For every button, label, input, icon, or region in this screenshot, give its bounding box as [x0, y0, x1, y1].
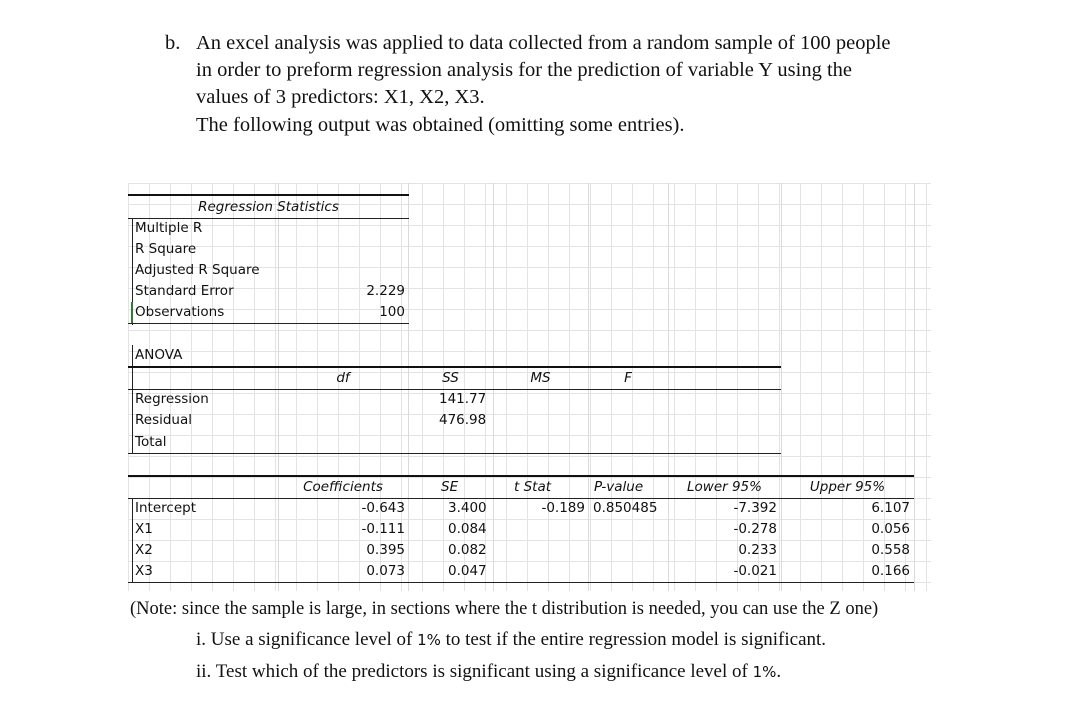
stat-label-r-square: R Square	[135, 241, 197, 257]
coef-header-coefficients: Coefficients	[303, 479, 383, 495]
anova-row-total: Total	[135, 434, 167, 450]
question-line-1: An excel analysis was applied to data collected from a random sample of 100 people	[196, 32, 891, 54]
lower-x3-value: -0.021	[733, 563, 777, 579]
coef-row-intercept: Intercept	[135, 500, 196, 516]
question-line-4: The following output was obtained (omitting some entries).	[196, 114, 685, 136]
upper-x2-value: 0.558	[871, 542, 910, 558]
anova-ss-regression: 141.77	[439, 391, 487, 407]
coef-row-x1: X1	[135, 521, 153, 537]
anova-header-ss: SS	[442, 370, 459, 386]
coef-row-x2: X2	[135, 542, 153, 558]
stat-value-r-square	[278, 239, 405, 260]
sub-question-ii-text-a: Test which of the predictors is significant using a significance level of	[215, 661, 753, 682]
anova-ss-residual: 476.98	[439, 412, 487, 428]
anova-header-df: df	[336, 370, 350, 386]
anova-title: ANOVA	[135, 347, 183, 363]
coef-intercept-value: -0.643	[361, 500, 405, 516]
sub-question-ii-label: ii.	[196, 661, 212, 682]
coef-x1-value: -0.111	[361, 521, 405, 537]
sub-question-ii	[196, 661, 781, 683]
stat-value-adjusted-r-square	[278, 260, 405, 281]
stat-label-adjusted-r-square: Adjusted R Square	[135, 262, 260, 278]
anova-header-ms: MS	[530, 370, 551, 386]
coef-header-lower-95: Lower 95%	[687, 479, 762, 495]
upper-x1-value: 0.056	[871, 521, 910, 537]
coef-header-se: SE	[441, 479, 459, 495]
upper-intercept-value: 6.107	[871, 500, 910, 516]
se-x3-value: 0.047	[448, 563, 487, 579]
p-intercept-value: 0.850485	[593, 500, 658, 516]
anova-row-regression: Regression	[135, 391, 209, 407]
sub-question-i-text-a: Use a significance level of	[210, 629, 418, 650]
lower-x1-value: -0.278	[733, 521, 777, 537]
coef-header-t-stat: t Stat	[514, 479, 552, 495]
coef-header-upper-95: Upper 95%	[809, 479, 886, 495]
regression-statistics-title: Regression Statistics	[198, 199, 339, 215]
sub-question-ii-text-b: .	[776, 661, 782, 682]
lower-x2-value: 0.233	[738, 542, 777, 558]
anova-header-f: F	[624, 370, 632, 386]
t-intercept-value: -0.189	[541, 500, 585, 516]
coef-x2-value: 0.395	[366, 542, 405, 558]
stat-value-multiple-r	[278, 218, 405, 239]
note-text: (Note: since the sample is large, in sections where the t distribution is needed, you can use the Z one)	[130, 599, 879, 619]
se-intercept-value: 3.400	[448, 500, 487, 516]
question-line-2: in order to preform regression analysis for the prediction of variable Y using the	[196, 59, 852, 81]
coef-row-x3: X3	[135, 563, 153, 579]
stat-label-multiple-r: Multiple R	[135, 220, 203, 236]
question-label: b.	[165, 32, 181, 54]
upper-x3-value: 0.166	[871, 563, 910, 579]
question-line-3: values of 3 predictors: X1, X2, X3.	[196, 86, 485, 108]
se-x2-value: 0.082	[448, 542, 487, 558]
coef-x3-value: 0.073	[366, 563, 405, 579]
stat-label-observations: Observations	[135, 304, 225, 320]
anova-row-residual: Residual	[135, 412, 193, 428]
excel-output	[128, 183, 931, 591]
stat-value-standard-error: 2.229	[366, 283, 405, 299]
sub-question-i-text-b: to test if the entire regression model is significant.	[440, 629, 827, 650]
sub-question-ii-percent: 1%	[752, 663, 777, 681]
lower-intercept-value: -7.392	[733, 500, 777, 516]
se-x1-value: 0.084	[448, 521, 487, 537]
sub-question-i-percent: 1%	[417, 631, 441, 649]
stat-label-standard-error: Standard Error	[135, 283, 234, 299]
sub-question-i-label: i.	[196, 629, 207, 650]
coef-header-p-value: P-value	[594, 479, 644, 495]
stat-value-observations: 100	[379, 304, 405, 320]
sub-question-i	[196, 629, 826, 651]
